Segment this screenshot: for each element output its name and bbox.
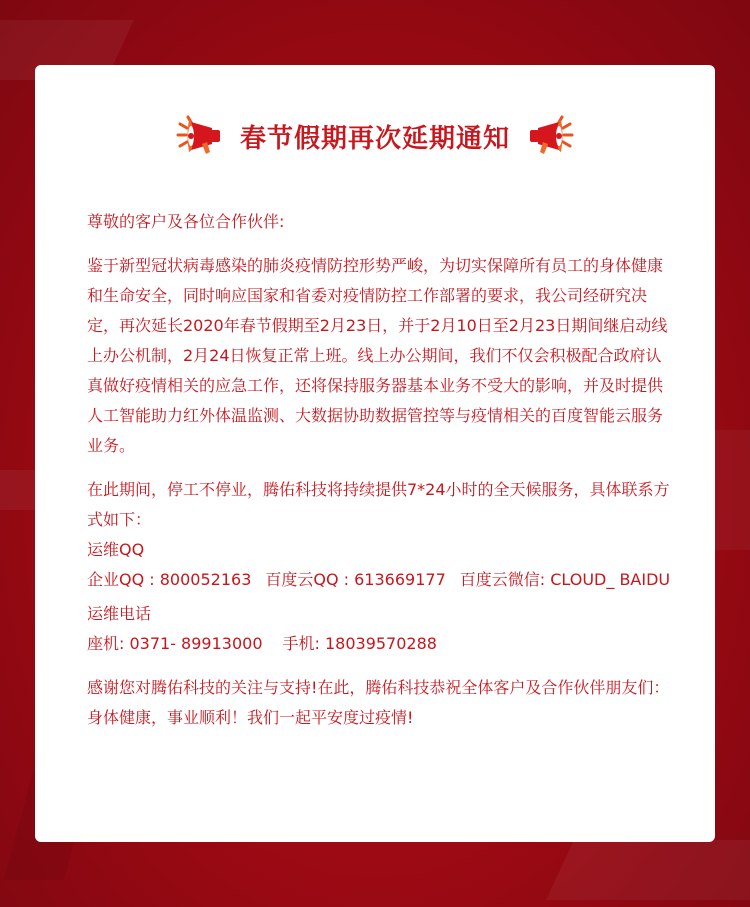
closing-paragraph: 感谢您对腾佑科技的关注与支持!在此，腾佑科技恭祝全体客户及合作伙伴朋友们：身体健康，事业顺利！我们一起平安度过疫情! — [87, 678, 670, 727]
baidu-qq: 百度云QQ : 613669177 — [265, 570, 446, 589]
ops-phone-heading: 运维电话 — [87, 604, 152, 623]
baidu-wechat: 百度云微信: CLOUD_ BAIDU — [459, 570, 671, 589]
megaphone-icon — [524, 114, 574, 158]
megaphone-icon — [176, 114, 226, 158]
ops-qq-heading: 运维QQ — [87, 540, 145, 559]
title-row — [35, 111, 715, 161]
paragraph-announcement: 鉴于新型冠状病毒感染的肺炎疫情防控形势严峻，为切实保障所有员工的身体健康和生命安全，同时响应国家和省委对疫情防控工作部署的要求，我公司经研究决定，再次延长2020年春节假期至2月23日，并于2月10日至2月23日期间继启动线上办公机制，2月24日恢复正常上班。线上办公期间，我们不仅会积极配合政府认真做好疫情相关的应急工作，还将保持服务器基本业务不受大的影响，并及时提供人工智能助力红外体温监测、大数据协助数据管控等与疫情相关的百度智能云服务业务。 — [87, 256, 668, 455]
enterprise-qq: 企业QQ : 800052163 — [87, 570, 252, 589]
page-title: 春节假期再次延期通知 — [239, 123, 510, 154]
ops-qq-row — [87, 565, 677, 595]
landline: 座机: 0371- 89913000 — [87, 634, 263, 653]
paragraph-service: 在此期间，停工不停业，腾佑科技将持续提供7*24小时的全天候服务，具体联系方式如下： — [87, 480, 670, 529]
background-shape — [546, 840, 750, 900]
ops-phone-row — [87, 629, 677, 659]
notice-body — [87, 207, 677, 733]
notice-card — [35, 65, 715, 842]
greeting: 尊敬的客户及各位合作伙伴: — [87, 212, 285, 231]
mobile: 手机: 18039570288 — [282, 634, 437, 653]
